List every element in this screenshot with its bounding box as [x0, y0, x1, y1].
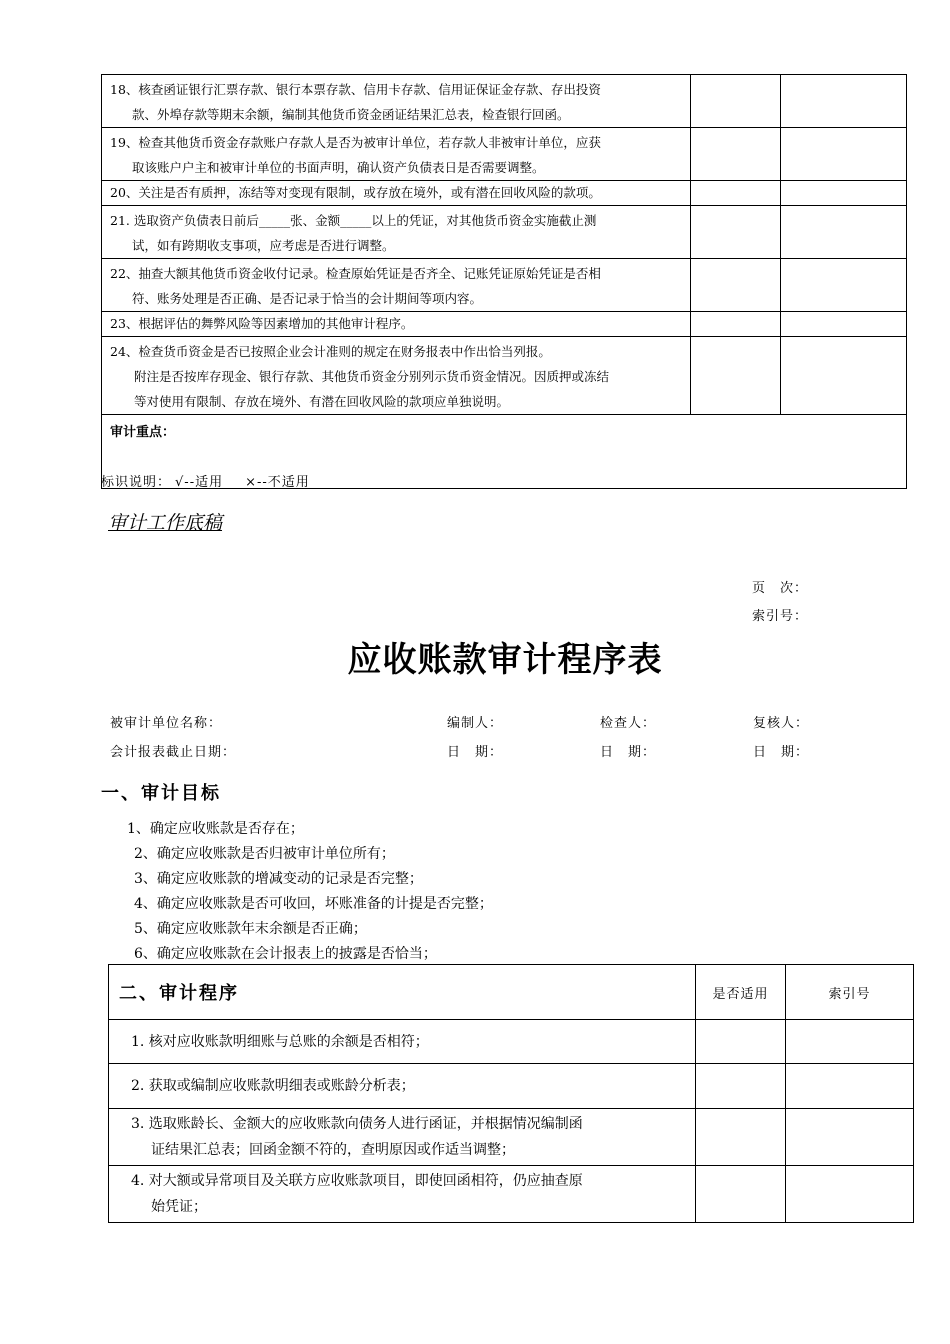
procedure-text: 3. 选取账龄长、金额大的应收账款向债务人进行函证，并根据情况编制函: [131, 1116, 583, 1132]
objective-item: 3、确定应收账款的增减变动的记录是否完整；: [134, 871, 423, 887]
legend-not-applicable: ×--不适用: [245, 475, 310, 490]
objective-item: 6、确定应收账款在会计报表上的披露是否恰当；: [134, 946, 437, 962]
procedure-text-continued: 证结果汇总表；回函金额不符的，查明原因或作适当调整；: [151, 1142, 515, 1158]
procedure-text: 20、关注是否有质押，冻结等对变现有限制，或存放在境外，或有潜在回收风险的款项。: [110, 185, 601, 200]
applicable-cell[interactable]: [696, 1166, 786, 1223]
applicable-cell[interactable]: [691, 128, 781, 181]
table-header-row: [109, 965, 914, 1020]
applicable-cell[interactable]: [691, 75, 781, 128]
index-cell[interactable]: [781, 312, 907, 337]
legend-applicable: √--适用: [175, 475, 224, 490]
table-row: [109, 1020, 914, 1064]
table-row: [102, 259, 907, 312]
procedures-heading: 二、审计程序: [109, 965, 696, 1020]
applicable-cell[interactable]: [696, 1020, 786, 1064]
procedure-text: 4. 对大额或异常项目及关联方应收账款项目，即使回函相符，仍应抽查原: [131, 1173, 583, 1189]
index-number-label: 索引号：: [752, 609, 809, 624]
procedure-cell: [109, 1064, 696, 1109]
legend: [101, 471, 332, 490]
procedure-text: 22、抽查大额其他货币资金收付记录。检查原始凭证是否齐全、记账凭证原始凭证是否相: [110, 266, 601, 281]
legend-label: 标识说明：: [101, 475, 172, 490]
procedure-cell: [102, 128, 691, 181]
index-column-header: 索引号: [786, 965, 914, 1020]
table-row: [102, 206, 907, 259]
procedure-text-continued: 试，如有跨期收支事项，应考虑是否进行调整。: [132, 238, 395, 253]
procedure-text: 19、检查其他货币资金存款账户存款人是否为被审计单位，若存款人非被审计单位，应获: [110, 135, 601, 150]
index-cell[interactable]: [786, 1064, 914, 1109]
procedure-note: 附注是否按库存现金、银行存款、其他货币资金分别列示货币资金情况。因质押或冻结: [134, 369, 610, 384]
index-cell[interactable]: [781, 259, 907, 312]
other-monetary-funds-procedure-table: [101, 74, 907, 489]
index-cell[interactable]: [786, 1020, 914, 1064]
procedure-cell: [102, 312, 691, 337]
table-row: [102, 181, 907, 206]
preparer-date-label: 日 期：: [447, 745, 504, 760]
page-title: 应收账款审计程序表: [347, 640, 663, 680]
audit-procedures-table: [108, 964, 914, 1223]
table-row: [102, 128, 907, 181]
index-cell[interactable]: [786, 1166, 914, 1223]
procedure-text-continued: 始凭证；: [151, 1199, 207, 1215]
applicable-cell[interactable]: [691, 259, 781, 312]
table-row: [102, 337, 907, 415]
applicable-cell[interactable]: [696, 1064, 786, 1109]
procedure-cell: [102, 206, 691, 259]
table-row: [109, 1064, 914, 1109]
table-row: [109, 1109, 914, 1166]
audited-unit-label: 被审计单位名称：: [110, 716, 223, 731]
procedure-text: 18、核查函证银行汇票存款、银行本票存款、信用卡存款、信用证保证金存款、存出投资: [110, 82, 601, 97]
report-date-label: 会计报表截止日期：: [110, 745, 237, 760]
applicable-cell[interactable]: [696, 1109, 786, 1166]
index-cell[interactable]: [781, 75, 907, 128]
index-cell[interactable]: [781, 181, 907, 206]
page-number-label: 页 次：: [752, 581, 809, 596]
procedure-note-continued: 等对使用有限制、存放在境外、有潜在回收风险的款项应单独说明。: [134, 394, 510, 409]
index-cell[interactable]: [781, 206, 907, 259]
table-row: [102, 312, 907, 337]
procedure-cell: [102, 181, 691, 206]
applicable-cell[interactable]: [691, 337, 781, 415]
objective-item: 1、确定应收账款是否存在；: [127, 821, 304, 837]
procedure-cell: [102, 259, 691, 312]
procedure-cell: [109, 1109, 696, 1166]
applicable-cell[interactable]: [691, 181, 781, 206]
objectives-heading: 一、审计目标: [101, 783, 221, 804]
table-row: [109, 1166, 914, 1223]
table-row: [102, 75, 907, 128]
objective-item: 4、确定应收账款是否可收回，坏账准备的计提是否完整；: [134, 896, 493, 912]
procedure-text: 21. 选取资产负债表日前后_____张、金额_____以上的凭证，对其他货币资金实施截止测: [110, 213, 597, 228]
procedure-text-continued: 款、外埠存款等期末余额，编制其他货币资金函证结果汇总表，检查银行回函。: [132, 107, 570, 122]
index-cell[interactable]: [781, 337, 907, 415]
preparer-label: 编制人：: [447, 716, 504, 731]
reviewer-label: 复核人：: [753, 716, 810, 731]
procedure-text: 1. 核对应收账款明细账与总账的余额是否相符；: [131, 1033, 429, 1050]
objective-item: 2、确定应收账款是否归被审计单位所有；: [134, 846, 395, 862]
audit-focus-label: 审计重点：: [110, 425, 176, 440]
working-paper-title: 审计工作底稿: [108, 512, 223, 534]
procedure-cell: [109, 1020, 696, 1064]
checker-label: 检查人：: [600, 716, 657, 731]
procedure-text: 24、检查货币资金是否已按照企业会计准则的规定在财务报表中作出恰当列报。: [110, 344, 551, 359]
reviewer-date-label: 日 期：: [753, 745, 810, 760]
objective-item: 5、确定应收账款年末余额是否正确；: [134, 921, 367, 937]
applicable-cell[interactable]: [691, 312, 781, 337]
procedure-text: 2. 获取或编制应收账款明细表或账龄分析表；: [131, 1078, 415, 1094]
procedure-cell: [102, 337, 691, 415]
procedure-text: 23、根据评估的舞弊风险等因素增加的其他审计程序。: [110, 316, 414, 331]
procedure-cell: [109, 1166, 696, 1223]
procedure-cell: [102, 75, 691, 128]
checker-date-label: 日 期：: [600, 745, 657, 760]
index-cell[interactable]: [781, 128, 907, 181]
index-cell[interactable]: [786, 1109, 914, 1166]
applicable-cell[interactable]: [691, 206, 781, 259]
procedure-text-continued: 取该账户户主和被审计单位的书面声明，确认资产负债表日是否需要调整。: [132, 160, 545, 175]
applicable-column-header: 是否适用: [696, 965, 786, 1020]
procedure-text-continued: 符、账务处理是否正确、是否记录于恰当的会计期间等项内容。: [132, 291, 483, 306]
